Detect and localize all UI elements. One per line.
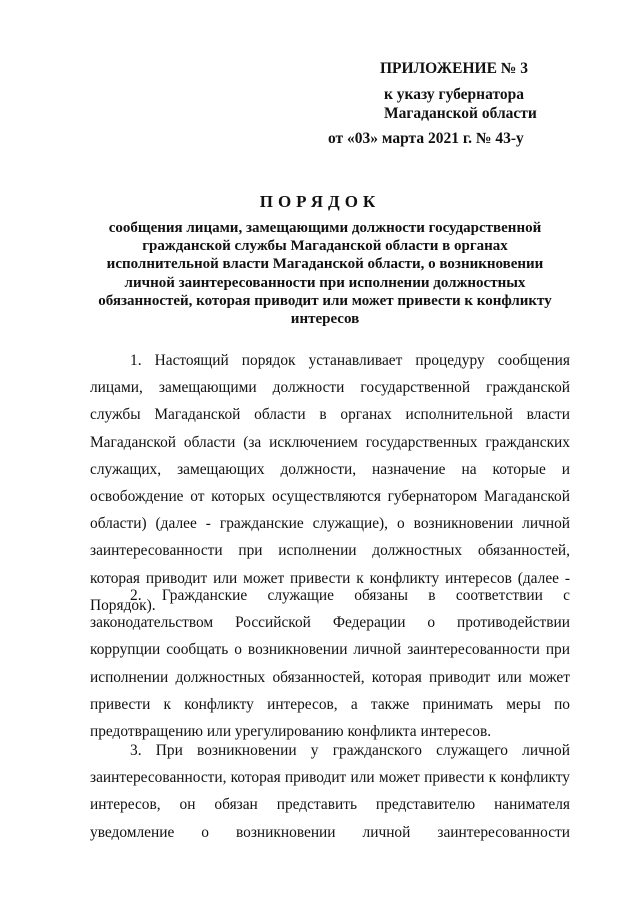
paragraph-3: 3. При возникновении у гражданского служащего личной заинтересованности, которая приводит или может привести к конфликту интересов, он обязан представить представителю нанимателя уведомление о возникновении личной заинтересованности bbox=[90, 742, 570, 841]
decree-date: от «03» марта 2021 г. № 43-у bbox=[328, 130, 524, 147]
appendix-number: ПРИЛОЖЕНИЕ № 3 bbox=[380, 60, 528, 77]
decree-reference bbox=[384, 85, 537, 123]
decree-reference-line1: к указу губернатора bbox=[384, 86, 524, 103]
document-title: ПОРЯДОК bbox=[259, 192, 381, 211]
decree-reference-line2: Магаданской области bbox=[384, 105, 537, 122]
document-subtitle: сообщения лицами, замещающими должности государственной гражданской службы Магаданской области в органах исполнительной власти Магаданской области, о возникновении личной заинтересованности при исполнении должностных обязанностей, которая приводит или может привести к конфликту интересов bbox=[98, 220, 552, 328]
paragraph-2: 2. Гражданские служащие обязаны в соответствии с законодательством Российской Федерации о противодействии коррупции сообщать о возникновении личной заинтересованности при исполнении должностных обязанностей, которая приводит или может привести к конфликту интересов, а также принимать меры по предотвращению или урегулированию конфликта интересов. bbox=[90, 587, 570, 741]
paragraph-1: 1. Настоящий порядок устанавливает процедуру сообщения лицами, замещающими должности государственной гражданской службы Магаданской области в органах исполнительной власти Магаданской области (за исключением государственных гражданских служащих, замещающих должности, назначение на которые и освобождение от которых осуществляются губернатором Магаданской области) (далее - гражданские служащие), о возникновении личной заинтересованности при исполнении должностных обязанностей, которая приводит или может привести к конфликту интересов (далее - Порядок). bbox=[90, 352, 570, 614]
